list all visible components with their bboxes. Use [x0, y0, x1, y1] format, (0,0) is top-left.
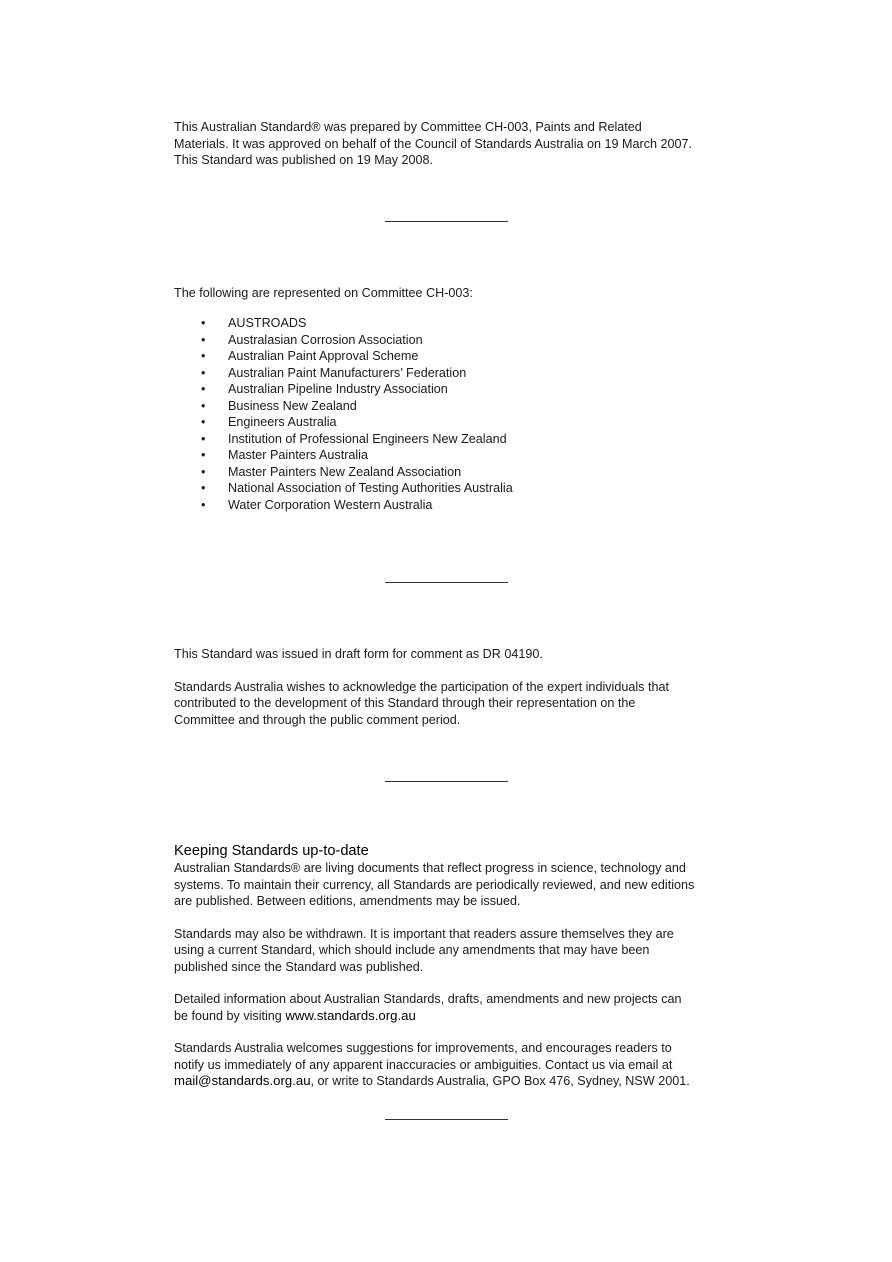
list-item: • AUSTROADS [201, 316, 307, 330]
bullet-icon: • [201, 448, 206, 462]
list-item: • Australian Paint Manufacturers’ Federation [201, 365, 467, 380]
website-link[interactable]: www.standards.org.au [285, 1007, 416, 1023]
list-item: • Australasian Corrosion Association [201, 332, 423, 347]
draft-section [174, 646, 734, 728]
list-item: • Business New Zealand [201, 398, 357, 413]
list-item: • Institution of Professional Engineers New Zealand [201, 431, 507, 446]
paragraph-withdrawn: Standards may also be withdrawn. It is important that readers assure themselves they are using a current Standard, which should include any amendments that may have been published since the Standard was published. [174, 926, 674, 974]
acknowledgement-paragraph: Standards Australia wishes to acknowledge the participation of the expert individuals that contributed to the development of this Standard through their representation on the Committee and through the public comment period. [174, 679, 669, 727]
section-heading: Keeping Standards up-to-date [174, 843, 369, 859]
document-page [174, 119, 734, 1120]
paragraph-detailed-info: Detailed information about Australian Standards, drafts, amendments and new projects can be found by visiting www.standards.org.au [174, 992, 682, 1023]
section-divider [385, 582, 508, 583]
bullet-icon: • [201, 415, 206, 429]
approval-line-2: Materials. It was approved on behalf of the Council of Standards Australia on 19 March 2007. [174, 136, 693, 151]
bullet-icon: • [201, 332, 206, 347]
list-item: • Australian Pipeline Industry Association [201, 382, 448, 396]
committee-member-list [174, 315, 734, 513]
list-item: • Master Painters Australia [201, 448, 368, 462]
section-divider [385, 781, 508, 782]
approval-line-3: This Standard was published on 19 May 2008. [174, 153, 434, 167]
paragraph-suggestions: Standards Australia welcomes suggestions for improvements, and encourages readers to notify us immediately of any apparent inaccuracies or ambiguities. Contact us via email at mail@standards.org.au, or write to Standards Australia, GPO Box 476, Sydney, NSW 2001. [174, 1041, 690, 1088]
list-item: • Water Corporation Western Australia [201, 497, 433, 512]
list-item: • Master Painters New Zealand Association [201, 464, 462, 479]
approval-statement [174, 119, 734, 169]
bullet-icon: • [201, 464, 206, 479]
list-item: • Australian Paint Approval Scheme [201, 349, 419, 363]
section-divider [385, 1119, 508, 1120]
bullet-icon: • [201, 316, 206, 330]
list-item: • Engineers Australia [201, 415, 337, 429]
approval-line-1: This Australian Standard® was prepared by Committee CH-003, Paints and Related [174, 120, 642, 134]
bullet-icon: • [201, 481, 206, 495]
bullet-icon: • [201, 365, 206, 380]
email-link[interactable]: mail@standards.org.au [174, 1073, 311, 1088]
committee-intro: The following are represented on Committee CH-003: [174, 285, 473, 300]
bullet-icon: • [201, 398, 206, 413]
bullet-icon: • [201, 382, 206, 396]
committee-section [174, 285, 734, 514]
keeping-up-to-date-section [174, 843, 734, 1090]
draft-issued-text: This Standard was issued in draft form for comment as DR 04190. [174, 647, 543, 661]
bullet-icon: • [201, 349, 206, 363]
paragraph-living-documents: Australian Standards® are living documents that reflect progress in science, technology and systems. To maintain their currency, all Standards are periodically reviewed, and new editions are published. Between editions, amendments may be issued. [174, 861, 695, 908]
list-item: • National Association of Testing Authorities Australia [201, 481, 513, 495]
section-divider [385, 221, 508, 222]
bullet-icon: • [201, 497, 206, 512]
bullet-icon: • [201, 431, 206, 446]
